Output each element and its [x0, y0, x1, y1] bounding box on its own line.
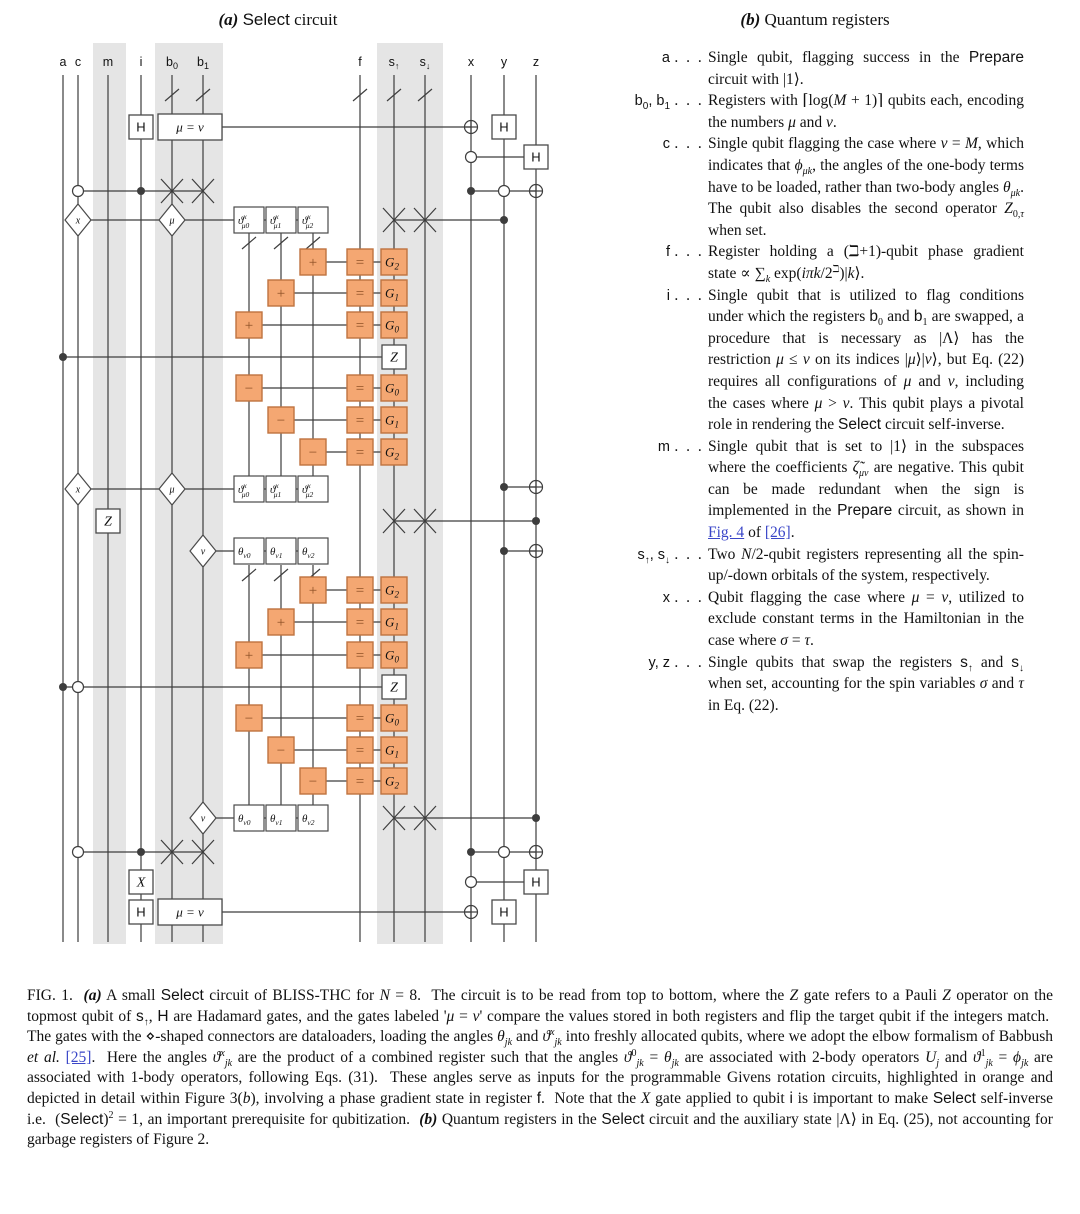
open-control	[73, 186, 84, 197]
plus-label: +	[308, 583, 318, 599]
diamond-label: x	[75, 215, 81, 227]
register-dots: . . .	[674, 588, 704, 606]
control-dot	[59, 353, 67, 361]
register-entry	[588, 241, 1034, 284]
control-dot	[59, 683, 67, 691]
register-term: x	[662, 589, 670, 606]
eq-label: =	[355, 255, 365, 271]
angle-label: $\theta_{\nu 2}$	[302, 546, 315, 560]
compare-label: μ = ν	[176, 904, 204, 920]
register-description: Registers with ⌈log(M + 1)⌉ qubits each, encoding the numbers μ and ν.	[708, 92, 1024, 131]
register-description: Register holding a (ℶ+1)-qubit phase gradient state ∝ $\sum_k$ $\exp(i\pi k/2^ℶ)|k⟩$.	[708, 243, 1024, 286]
register-term: a	[661, 50, 670, 66]
diamond-label: ν	[200, 546, 206, 558]
quantum-registers-list	[588, 47, 1034, 716]
givens-label: $G_2$	[385, 773, 399, 791]
givens-label: $G_1$	[385, 742, 399, 760]
register-entry	[588, 285, 1034, 436]
minus-label: −	[308, 774, 318, 790]
angle-label: $\theta_{\nu 0}$	[238, 813, 251, 827]
register-term: y, z	[648, 654, 670, 671]
minus-label: −	[244, 711, 254, 727]
wire-label-y: y	[500, 55, 508, 69]
open-control	[499, 186, 510, 197]
angle-label: $\theta_{\nu 0}$	[238, 546, 251, 560]
register-description: Single qubit that is set to |1⟩ in the subspaces where the coefficients $\zetã_{\mu\nu}$ are negative. This qubit can be made redundant when the sign is implemented in the Prepare circuit, as shown in Fig. 4 of [26].	[708, 437, 1024, 542]
register-description: Single qubits that swap the registers $s_↑$ and $s_↓$ when set, accounting for the spin variables σ and τ in Eq. (22).	[708, 653, 1024, 714]
angle-label: $ϑ^x$ μ2	[302, 212, 314, 230]
hadamard-label: H	[531, 149, 541, 165]
register-entry	[588, 133, 1034, 241]
register-entry	[588, 47, 1034, 90]
register-entry	[588, 652, 1034, 717]
givens-label: $G_1$	[385, 614, 399, 632]
angle-label: $\theta_{\nu 2}$	[302, 813, 315, 827]
control-dot	[500, 483, 508, 491]
citation-link[interactable]: Fig. 4	[708, 524, 745, 542]
diamond-label: ν	[200, 813, 206, 825]
panel-a-title: (a) Select circuit	[218, 10, 338, 29]
angle-label: $ϑ^x$ μ0	[238, 481, 250, 499]
register-entry	[588, 436, 1034, 544]
hadamard-label: H	[136, 119, 146, 135]
angle-label: $ϑ^x$ μ2	[302, 481, 314, 499]
control-dot	[137, 187, 145, 195]
eq-label: =	[355, 743, 365, 759]
panel-b-title: (b) Quantum registers	[740, 10, 890, 29]
register-term: $b_0$, $b_1$	[634, 93, 670, 113]
register-dots: . . .	[674, 243, 704, 261]
register-description: Single qubit that is utilized to flag conditions under which the registers $b_0$ and $b_1$ are swapped, a procedure that is necessary as |Λ⟩ has the restriction μ ≤ ν on its indices |μ⟩|ν⟩, but Eq. (22) requires all configurations of μ and ν, including the cases where μ > ν. This qubit plays a pivotal role in rendering the Select circuit self-inverse.	[708, 286, 1024, 434]
hadamard-label: H	[499, 119, 509, 135]
z-label: Z	[104, 514, 112, 530]
plus-label: +	[244, 648, 254, 664]
eq-label: =	[355, 445, 365, 461]
eq-label: =	[355, 774, 365, 790]
wire-label-s↓: $s_↓$	[419, 55, 431, 71]
select-circuit-diagram	[0, 28, 560, 988]
eq-label: =	[355, 711, 365, 727]
eq-label: =	[355, 413, 365, 429]
minus-label: −	[276, 413, 286, 429]
wire-label-a: a	[59, 55, 67, 69]
register-term: $s_↑$, $s_↓$	[637, 546, 670, 566]
open-control	[73, 682, 84, 693]
givens-label: $G_0$	[385, 647, 399, 665]
register-term: i	[666, 287, 670, 304]
angle-label: $ϑ^x$ μ1	[270, 212, 282, 230]
register-entry	[588, 587, 1034, 652]
figure-caption: FIG. 1. (a) A small Select circuit of BLISS-THC for N = 8. The circuit is to be read from top to bottom, where the Z gate refers to a Pauli Z operator on the topmost qubit of $s_↑$, H are Hadamard gates, and the gates labeled 'μ = ν' compare the values stored in both registers and flip the target qubit if the integers match. The gates with the ⋄-shaped connectors are dataloaders, loading the angles $\theta_{jk}$ and $ϑ^x_{jk}$ into freshly allocated qubits, where we adopt the elbow formalism of Babbush et al. [25]. Here the angles $ϑ^x_{jk}$ are the product of a combined register such that the angles $ϑ^0_{jk} = \theta_{jk}$ are associated with 2-body operators $U_j$ and $ϑ^1_{jk} = \phi_{jk}$ are associated with 1-body operators, following Eqs. (31). These angles serve as inputs for the programmable Givens rotation circuits, highlighted in orange and depicted in detail within Figure 3(b), involving a phase gradient state in register f. Note that the X gate applied to qubit i is important to make Select self-inverse i.e. (Select)$^2$ = 1, an important prerequisite for qubitization. (b) Quantum registers in the Select circuit and the auxiliary state |Λ⟩ in Eq. (25), not accounting for garbage registers of Figure 2.	[27, 987, 1054, 1149]
hadamard-label: H	[499, 904, 509, 920]
register-term: c	[662, 136, 670, 153]
wire-label-z: z	[532, 55, 540, 69]
wire-label-b0: $b_0$	[166, 55, 178, 71]
open-control	[466, 152, 477, 163]
eq-label: =	[355, 583, 365, 599]
register-dots: . . .	[674, 653, 704, 671]
wire-label-b1: $b_1$	[197, 55, 209, 71]
eq-label: =	[355, 615, 365, 631]
register-dots: . . .	[674, 437, 704, 455]
register-dots: . . .	[674, 545, 704, 563]
open-control	[73, 847, 84, 858]
control-dot	[467, 848, 475, 856]
z-label: Z	[390, 350, 398, 366]
hadamard-label: H	[136, 904, 146, 920]
plus-label: +	[276, 615, 286, 631]
z-label: Z	[390, 680, 398, 696]
register-dots: . . .	[674, 49, 704, 66]
angle-label: $ϑ^x$ μ0	[238, 212, 250, 230]
control-dot	[532, 814, 540, 822]
angle-label: $\theta_{\nu 1}$	[270, 813, 283, 827]
eq-label: =	[355, 381, 365, 397]
register-dots: . . .	[674, 135, 704, 153]
citation-link[interactable]: [25]	[65, 1048, 92, 1066]
control-dot	[467, 187, 475, 195]
hadamard-label: H	[531, 874, 541, 890]
givens-label: $G_2$	[385, 582, 399, 600]
plus-label: +	[276, 286, 286, 302]
angle-label: $ϑ^x$ μ1	[270, 481, 282, 499]
control-dot	[532, 517, 540, 525]
register-dots: . . .	[674, 286, 704, 304]
diamond-label: μ	[169, 484, 175, 496]
register-entry	[588, 544, 1034, 587]
open-control	[466, 877, 477, 888]
x-label: X	[136, 875, 146, 891]
open-control	[499, 847, 510, 858]
register-description: Single qubit, flagging success in the Prepare circuit with |1⟩.	[708, 49, 1024, 88]
wire-label-f: f	[358, 55, 362, 69]
plus-label: +	[244, 318, 254, 334]
wire-label-i: i	[139, 55, 143, 69]
eq-label: =	[355, 648, 365, 664]
register-term: f	[665, 244, 670, 261]
control-dot	[137, 848, 145, 856]
givens-label: $G_0$	[385, 317, 399, 335]
wire-label-c: c	[74, 55, 82, 69]
control-dot	[500, 216, 508, 224]
givens-label: $G_2$	[385, 444, 399, 462]
diamond-label: x	[75, 484, 81, 496]
wire-label-m: m	[102, 55, 114, 69]
eq-label: =	[355, 286, 365, 302]
wire-label-x: x	[467, 55, 475, 69]
control-dot	[500, 547, 508, 555]
minus-label: −	[276, 743, 286, 759]
register-entry	[588, 90, 1034, 133]
register-description: Single qubit flagging the case where ν = M, which indicates that $\phi_{\mu k}$, the angles of the one-body terms have to be loaded, rather than two-body angles $\theta_{\mu k}$. The qubit also disables the second operator $Z_{0,\tau}$ when set.	[708, 135, 1025, 239]
select-circuit-svg	[0, 28, 560, 988]
plus-label: +	[308, 255, 318, 271]
givens-label: $G_1$	[385, 285, 399, 303]
register-description: Two N/2-qubit registers representing all the spin-up/-down orbitals of the system, respectively.	[708, 545, 1024, 585]
register-dots: . . .	[674, 92, 704, 110]
register-term: m	[657, 438, 670, 455]
citation-link[interactable]: [26]	[764, 524, 791, 542]
compare-label: μ = ν	[176, 119, 204, 135]
givens-label: $G_0$	[385, 710, 399, 728]
givens-label: $G_2$	[385, 254, 399, 272]
register-description: Qubit flagging the case where μ = ν, utilized to exclude constant terms in the Hamiltonian in the case where σ = τ.	[708, 588, 1024, 650]
eq-label: =	[355, 318, 365, 334]
register-band	[93, 43, 126, 944]
minus-label: −	[308, 445, 318, 461]
givens-label: $G_0$	[385, 380, 399, 398]
givens-label: $G_1$	[385, 412, 399, 430]
minus-label: −	[244, 381, 254, 397]
diamond-label: μ	[169, 215, 175, 227]
angle-label: $\theta_{\nu 1}$	[270, 546, 283, 560]
wire-label-s↑: $s_↑$	[388, 55, 400, 71]
